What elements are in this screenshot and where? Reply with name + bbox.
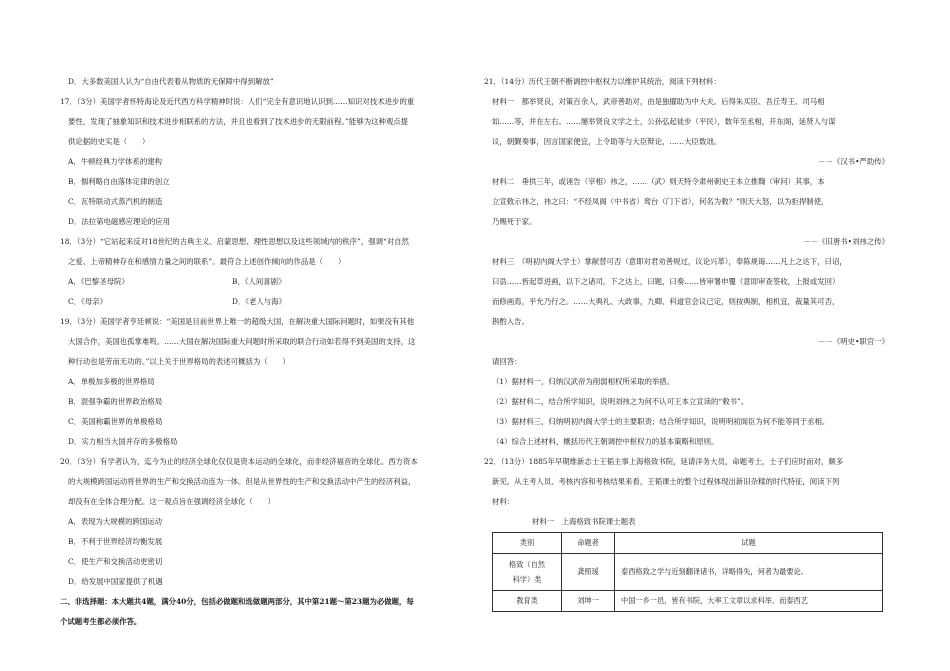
- option-line: C．美国称霸世界的单极格局: [68, 417, 163, 426]
- text-line: 请回答：: [492, 357, 522, 366]
- header-category: 类别: [493, 533, 562, 554]
- option-line: A．牛顿经典力学体系的建构: [68, 157, 163, 166]
- question-line: 17．（3分）美国学者怀特海论及近代西方科学精神时说：人们“完全有意识地认识到……知识对技术进步的重: [60, 97, 415, 106]
- text-line: 大国合作，美国也孤掌难鸣。……大国在解决国际重大问题时所采取的联合行动如若得不到美国的支持，这: [68, 337, 416, 346]
- text-line: 如……等，并在左右。……屡举贤良文学之士，公孙弘起徒步（平民），数年至丞相，开东阁，延贤人与谋: [492, 117, 836, 126]
- right-column: [484, 72, 889, 612]
- table-row: [493, 554, 883, 591]
- exam-topic-table: [492, 532, 883, 612]
- option-line: A．单极加多极的世界格局: [68, 377, 155, 386]
- header-question: 试题: [615, 533, 883, 554]
- source-citation: －－《旧唐书•刘祎之传》: [803, 237, 889, 246]
- option-line: A．表现为大规模的跨国运动: [68, 517, 163, 526]
- question-line: 20．（3分）有学者认为，迄今为止的经济全球化仅仅是资本运动的全球化，而非经济福音的全球化。西方资本: [60, 457, 418, 466]
- text-line: （2）据材料二，结合所学知识，说明刘祎之为何不认可王本立宣读的“敕书”。: [492, 397, 749, 406]
- option-text: C．《母亲》: [68, 297, 107, 306]
- text-line: 的大规模跨国运动将世界的生产和交换活动连为一体。但是从世界性的生产和交换活动中产生的经济利益，: [68, 477, 416, 486]
- question-line: 21．（14分）历代王朝不断调控中枢权力以维护其统治，阅读下列材料：: [484, 77, 721, 86]
- text-line: 乃赐死于家。: [492, 217, 537, 226]
- source-citation: －－《汉书•严助传》: [818, 157, 889, 166]
- question-line: 19．（3分）美国学者亨廷顿说：“美国是目前世界上唯一的超级大国，在解决重大国际问题时，如果没有其他: [60, 317, 415, 326]
- category-line-2: 科学）类: [512, 575, 542, 584]
- text-line: 种行动也是劳而无功的。”以上关于世界格局的表述可概括为（ ）: [68, 357, 290, 366]
- text-line: 材料二 垂拱三年，或诬告（宰相）祎之，……（武）则天特令肃州刺史王本立推鞫（审问）其事，本: [492, 177, 825, 186]
- question-line: 18．（3分）“它站起来反对18世纪的古典主义、启蒙思想、理性思想以及这些领域内的秩序”，强调“对自然: [60, 237, 409, 246]
- section-heading: 二、非选择题：本大题共4题，满分40分，包括必做题和选做题两部分，其中第21题～第23题为必做题，每: [60, 597, 414, 606]
- row-question: 泰西格致之学与近刻翻译诸书，详略得失，何者为最要论。: [615, 554, 883, 591]
- text-line: 而修画焉，平允乃行之。……大典礼、大政事，九卿、科道官会议已定，则按典制，相机宜，裁量其可否，: [492, 297, 840, 306]
- text-line: （3）据材料三，归纳明初内阁大学士的主要职责；结合所学知识，说明明初阁臣为何不能等同于丞相。: [492, 417, 830, 426]
- text-line: 材料：: [492, 497, 515, 506]
- row-author: 龚照瑗: [562, 554, 615, 591]
- question-21-22-text: [484, 72, 889, 512]
- text-line: 之爱、上帝精神存在和感情力量之间的联系”。最符合上述创作倾向的作品是（ ）: [68, 257, 346, 266]
- text-line: 斟酌入告。: [492, 317, 529, 326]
- left-column: [60, 72, 470, 632]
- option-line: C．瓦特联动式蒸汽机的制造: [68, 197, 163, 206]
- option-line: D．实力相当大国并存的多极格局: [68, 437, 178, 446]
- category-line-1: 格致（自然: [509, 560, 545, 569]
- row-category: 教育类: [493, 591, 562, 612]
- option-line: D．给发展中国家提供了机遇: [68, 577, 163, 586]
- table-row: [493, 591, 883, 612]
- row-author: 刘坤一: [562, 591, 615, 612]
- text-line: 却没有在全体合理分配。这一观点旨在强调经济全球化（ ）: [68, 497, 275, 506]
- table-header-row: [493, 533, 883, 554]
- option-row: [60, 272, 470, 292]
- question-line: 22．（13分）1885年早期维新志士王韬主事上海格致书院，延请洋务大员，命题考士，士子们应时而对，颇多: [484, 457, 844, 466]
- header-author: 命题者: [562, 533, 615, 554]
- text-line: 曰诰……皆起草进画，以下之诸司。下之达上，曰题，曰奏……皆审署申覆（意即审查签收，上报或发回）: [492, 277, 840, 286]
- option-row: [60, 292, 470, 312]
- text-line: 立宣敕示祎之，祎之曰：“不经凤阁（中书省）鸾台（门下省），何名为敕？”则天大怒，以为拒捍制使，: [492, 197, 829, 206]
- option-text: B．《人间喜剧》: [232, 277, 286, 286]
- option-text: D．《老人与海》: [232, 297, 286, 306]
- option-line: B．不利于世界经济均衡发展: [68, 537, 163, 546]
- text-line: 要性，发现了抽象知识和技术进步相联系的方法，并且也看到了技术进步的无限前程。”能够为这种观点提: [68, 117, 409, 126]
- option-line: C．使生产和交换活动更密切: [68, 557, 163, 566]
- text-line: （1）据材料一，归纳汉武帝为削弱相权所采取的举措。: [492, 377, 675, 386]
- row-question: 中国一乡一邑，皆有书院，大率工文章以求科举。而泰西艺: [615, 591, 883, 612]
- option-text: A．《巴黎圣母院》: [68, 277, 129, 286]
- section-heading: 个试题考生都必须作答。: [60, 617, 142, 626]
- option-line: B．伽利略自由落体定律的创立: [68, 177, 170, 186]
- source-citation: －－《明史•职官一》: [818, 337, 889, 346]
- row-category: [493, 554, 562, 591]
- option-line: D．大多数美国人认为“自由代表着从物质的无保障中得到解放”: [68, 77, 274, 86]
- text-line: （4）综合上述材料，概括历代王朝调控中枢权力的基本策略和原则。: [492, 437, 719, 446]
- option-line: B．混强争霸的世界政治格局: [68, 397, 163, 406]
- text-line: 议，朝觐奏事，因言国家便宜，上令助等与大臣辩论，……大臣数诎。: [492, 137, 722, 146]
- option-line: D．法拉第电磁感应理论的应用: [68, 217, 171, 226]
- table-caption: 材料一 上海格致书院课士题表: [532, 517, 636, 526]
- text-line: 材料一 都举贤良，对策百余人，武帝善助对，由是独擢助为中大夫。后得朱买臣、吾丘寿王、司马相: [492, 97, 825, 106]
- text-line: 供论据的史实是（ ）: [68, 137, 150, 146]
- text-line: 材料三 （明初内阁大学士）掌献替可否（意即对君劝善规过，议论兴革），奉陈规诲……凡上之达下，曰诏，: [492, 257, 847, 266]
- text-line: 新见。从主考人员、考核内容和考核结果来看，王韬课士的整个过程体现出新旧杂糅的时代特征，阅读下列: [492, 477, 840, 486]
